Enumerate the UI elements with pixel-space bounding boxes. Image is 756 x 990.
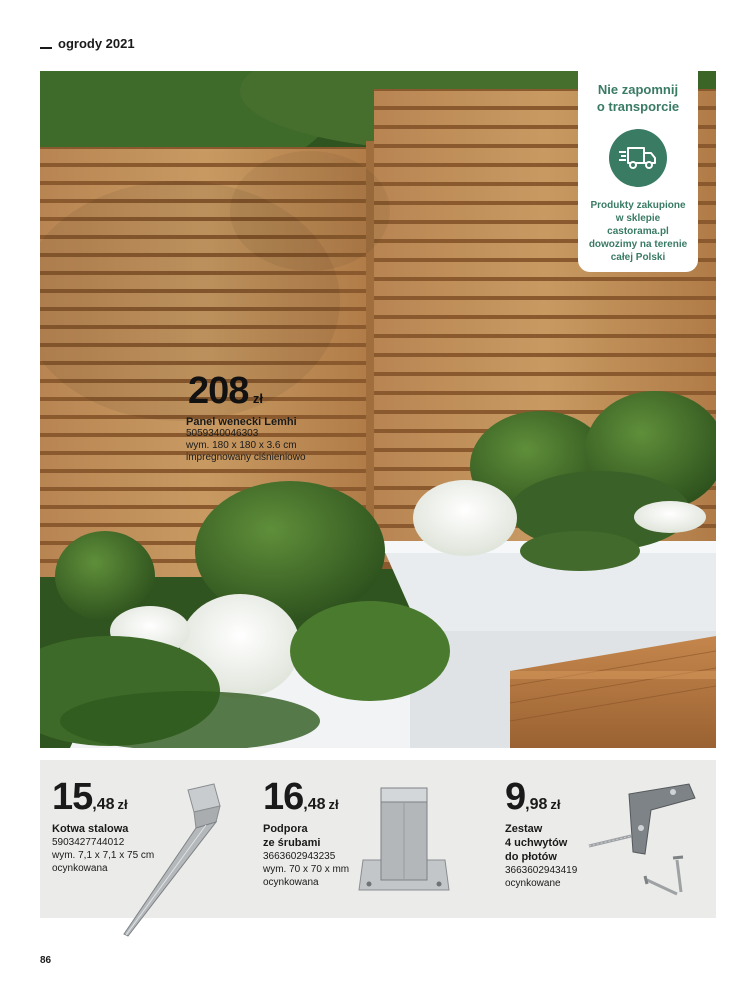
truck-icon [618, 145, 658, 171]
product-note: ocynkowana [263, 877, 319, 888]
product-code: 5903427744012 [52, 837, 125, 848]
main-price-integer: 208 [188, 370, 249, 412]
price-decimal: ,48 [303, 796, 326, 813]
product-card-fence-brackets [495, 760, 716, 918]
product-price [263, 776, 339, 819]
product-note: ocynkowane [505, 878, 561, 889]
price-integer: 15 [52, 776, 93, 818]
product-name-line2: ze śrubami [263, 837, 321, 849]
products-strip [40, 760, 716, 918]
truck-badge [609, 129, 667, 187]
transport-info-box [578, 71, 698, 272]
product-dims: wym. 7,1 x 7,1 x 75 cm [52, 850, 155, 861]
transport-text-line1: Produkty zakupione [590, 200, 686, 211]
header-dash [40, 47, 52, 49]
product-info [263, 822, 349, 889]
product-name-line1: Zestaw [505, 823, 543, 835]
main-product-dims: wym. 180 x 180 x 3.6 cm [186, 440, 297, 451]
main-product-info [186, 416, 306, 464]
price-integer: 9 [505, 776, 526, 818]
transport-title-line1: Nie zapomnij [597, 82, 679, 97]
header-title: ogrody 2021 [58, 36, 135, 51]
main-product-price [188, 370, 263, 413]
transport-text-line4: dowozimy na terenie [588, 239, 688, 250]
main-product-name: Panel wenecki Lemhi [186, 416, 297, 428]
product-card-anchor [40, 760, 250, 918]
transport-text [578, 199, 698, 264]
steel-anchor-image [117, 782, 230, 942]
page-number: 86 [40, 955, 52, 966]
fence-brackets-image [585, 776, 705, 906]
product-price [505, 776, 561, 819]
price-currency: zł [328, 797, 339, 812]
transport-title-line2: o transporcie [596, 99, 680, 114]
price-decimal: ,48 [92, 796, 115, 813]
product-card-post-support [251, 760, 481, 918]
price-decimal: ,98 [525, 796, 548, 813]
transport-title [578, 81, 698, 115]
main-price-currency: zł [252, 391, 263, 406]
main-product-code: 5059340046303 [186, 428, 259, 439]
product-name-line2: 4 uchwytów [505, 837, 568, 849]
main-product-note: impregnowany ciśnieniowo [186, 452, 306, 463]
price-integer: 16 [263, 776, 304, 818]
product-name-line1: Podpora [263, 823, 308, 835]
product-price [52, 776, 128, 819]
transport-text-line5: całej Polski [610, 252, 666, 263]
product-name-line3: do płotów [505, 851, 557, 863]
product-note: ocynkowana [52, 863, 108, 874]
price-currency: zł [117, 797, 128, 812]
page-header [40, 36, 135, 51]
post-support-image [357, 784, 451, 896]
price-currency: zł [550, 797, 561, 812]
transport-text-line2: w sklepie [615, 213, 661, 224]
product-code: 3663602943235 [263, 851, 336, 862]
product-dims: wym. 70 x 70 x mm [263, 864, 350, 875]
product-info [505, 822, 577, 890]
transport-text-line3: castorama.pl [607, 226, 669, 237]
product-name: Kotwa stalowa [52, 823, 129, 835]
product-code: 3663602943419 [505, 865, 578, 876]
